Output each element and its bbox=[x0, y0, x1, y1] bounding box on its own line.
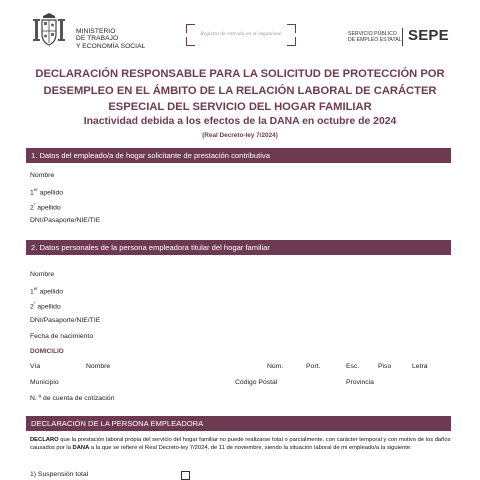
employer-id-label: DNI/Pasaporte/NIE/TIE bbox=[30, 317, 101, 324]
registry-label: Registro de entrada en el organismo bbox=[200, 31, 282, 37]
employee-nombre-label: Nombre bbox=[30, 172, 55, 179]
escalera-label: Esc. bbox=[346, 363, 360, 370]
employee-apellido2-label: $2^º$ apellido bbox=[30, 202, 61, 212]
spain-coat-of-arms-icon bbox=[32, 12, 66, 48]
decree-reference: (Real Decreto-ley 7/2024) bbox=[202, 132, 278, 139]
cuenta-cotizacion-label: N. º de cuenta de cotización bbox=[30, 395, 115, 402]
document-title: DECLARACIÓN RESPONSABLE PARA LA SOLICITUD DE PROTECCIÓN POR DESEMPLEO EN EL ÁMBITO DE LA RELACIÓN LABORAL DE CARÁCTER ESPECIAL DEL SERVICIO DEL HOGAR FAMILIAR bbox=[35, 68, 445, 114]
ministry-name: MINISTERIO DE TRABAJO Y ECONOMÍA SOCIAL bbox=[76, 28, 146, 50]
provincia-label: Provincia bbox=[346, 379, 374, 386]
declaration-text: DECLARO que la prestación laboral propia del servicio del hogar familiar no puede realizarse total o parcialmente, con carácter temporal y con motivo de los daños causados por la DANA a la que se refiere el Real Decreto-ley 7/2024, de 11 de noviembre, siendo la situación laboral de mi empleado/a la siguiente: bbox=[30, 437, 451, 451]
portal-label: Port. bbox=[306, 363, 321, 370]
employee-apellido1-label: 1er apellido bbox=[30, 187, 64, 197]
domicilio-heading: DOMICILIO bbox=[30, 348, 64, 355]
section1-header: 1. Datos del empleado/a de hogar solicitante de prestación contributiva bbox=[26, 148, 451, 163]
piso-label: Piso bbox=[378, 363, 392, 370]
codigo-postal-label: Código Postal bbox=[235, 379, 278, 386]
suspension-total-checkbox[interactable] bbox=[181, 471, 190, 480]
employer-birthdate-label: Fecha de nacimiento bbox=[30, 333, 94, 340]
logo-divider bbox=[402, 28, 403, 46]
section2-header: 2. Datos personales de la persona empleadora titular del hogar familiar bbox=[26, 240, 451, 255]
numero-label: Núm. bbox=[267, 363, 284, 370]
sepe-logo: SEPE bbox=[408, 27, 449, 44]
municipio-label: Municipio bbox=[30, 379, 59, 386]
employer-nombre-label: Nombre bbox=[30, 271, 55, 278]
option-suspension-total-label: 1) Suspensión total bbox=[30, 471, 89, 478]
employee-id-label: DNI/Pasaporte/NIE/TIE bbox=[30, 217, 101, 224]
letra-label: Letra bbox=[412, 363, 428, 370]
via-label: Vía bbox=[30, 363, 41, 370]
registry-stamp-box bbox=[186, 24, 296, 46]
employer-apellido2-label: $2^º$ apellido bbox=[30, 301, 61, 311]
document-subtitle: Inactividad debida a los efectos de la DANA en octubre de 2024 bbox=[83, 116, 397, 127]
via-nombre-label: Nombre bbox=[86, 363, 111, 370]
employer-apellido1-label: 1er apellido bbox=[30, 286, 64, 296]
sepe-agency-name: SERVICIO PÚBLICO DE EMPLEO ESTATAL bbox=[348, 31, 402, 44]
section3-header: DECLARACIÓN DE LA PERSONA EMPLEADORA bbox=[26, 416, 451, 431]
